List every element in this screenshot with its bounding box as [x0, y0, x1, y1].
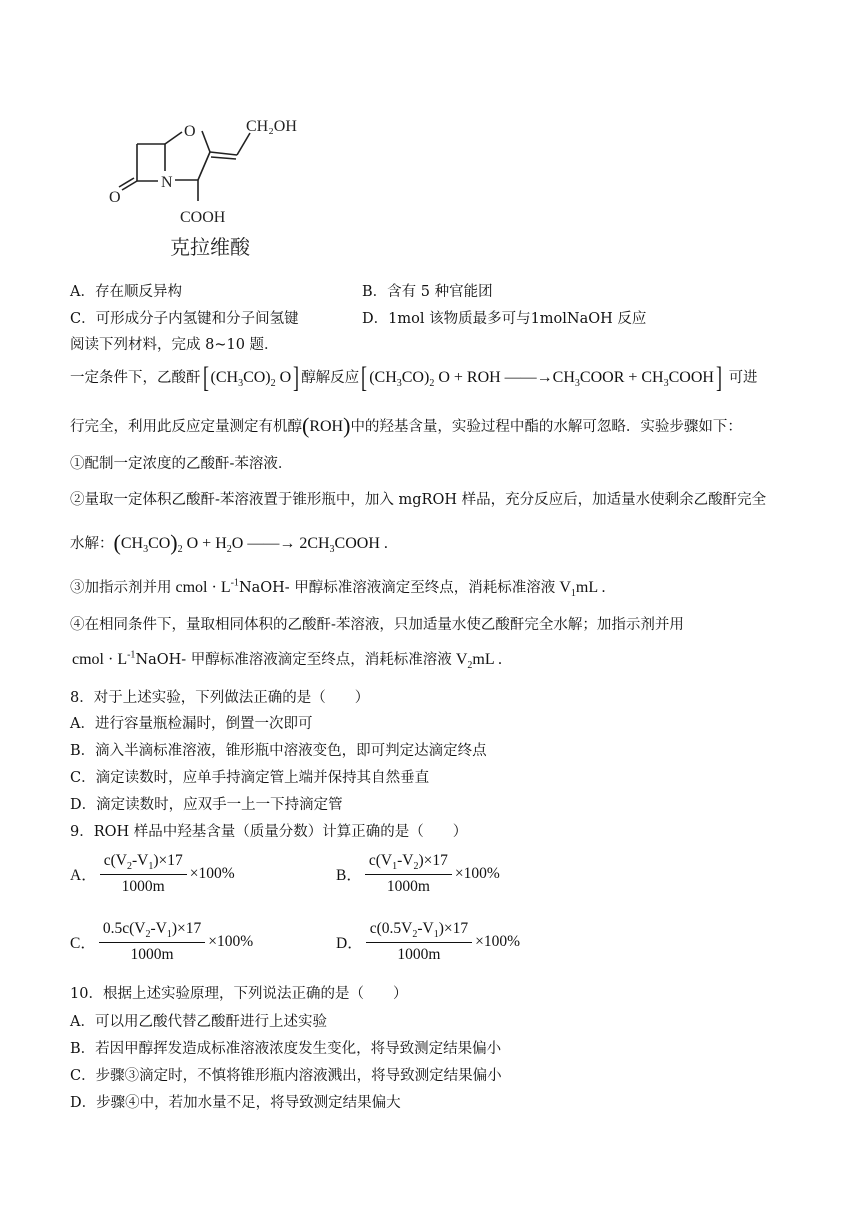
q7-option-b: B．含有 5 种官能团 [362, 284, 493, 300]
q9-option-a: A． $\frac{c(V_2-V_1)\times 17}{1000m}$ ×100% [70, 852, 235, 896]
q8-option-d: D．滴定读数时，应双手一上一下持滴定管 [70, 797, 343, 813]
q10-option-d: D．步骤④中，若加水量不足，将导致测定结果偏大 [70, 1095, 401, 1111]
q9-option-c: C． $\frac{0.5c(V_2-V_1)\times 17}{1000m}$ ×100% [70, 920, 254, 964]
q8-option-c: C．滴定读数时，应单手持滴定管上端并保持其自然垂直 [70, 770, 430, 786]
step-1: ①配制一定浓度的乙酸酐-苯溶液． [70, 456, 293, 472]
q7-option-c: C．可形成分子内氢键和分子间氢键 [70, 311, 299, 327]
material-line-2: 行完全，利用此反应定量测定有机醇(ROH)中的羟基含量，实验过程中酯的水解可忽略．实验步骤如下： [70, 413, 742, 438]
ring-oxygen-label: O [184, 123, 196, 140]
q10-option-a: A．可以用乙酸代替乙酸酐进行上述实验 [70, 1014, 327, 1030]
step-2b: 水解：$(CH_3CO)_2$ $O + H_2O$ ——→ $2CH_3COOH$ . [70, 530, 388, 556]
step-4b: cmol · $L^{-1}NaOH-$ 甲醇标准溶液滴定至终点，消耗标准溶液 $V_2mL$ . [72, 649, 502, 672]
q8-stem: 8．对于上述实验，下列做法正确的是（ ） [70, 690, 370, 706]
step-4a: ④在相同条件下，量取相同体积的乙酸酐-苯溶液，只加适量水使乙酸酐完全水解；加指示剂并用 [70, 617, 684, 633]
q7-option-d: D．1mol 该物质最多可与1molNaOH 反应 [362, 311, 647, 327]
keto-oxygen-label: O [109, 189, 121, 206]
clavulanic-acid-structure [100, 108, 330, 268]
q9-option-b: B． $\frac{c(V_1-V_2)\times 17}{1000m}$ ×100% [336, 852, 500, 896]
q9-stem: 9．ROH 样品中羟基含量（质量分数）计算正确的是（ ） [70, 824, 468, 840]
q10-stem: 10．根据上述实验原理，下列说法正确的是（ ） [70, 986, 408, 1002]
q7-option-a: A．存在顺反异构 [70, 284, 182, 300]
cooh-label: COOH [180, 209, 226, 226]
material-line-1: 一定条件下，乙酸酐[ $(CH_3CO)_2$ O] 醇解反应[ $(CH_3CO)_2$ O + ROH $——\to CH_3COOR$ + $CH_3COOH$] 可进 [70, 361, 758, 394]
step-2a: ②量取一定体积乙酸酐-苯溶液置于锥形瓶中，加入 mgROH 样品，充分反应后，加适量水使剩余乙酸酐完全 [70, 492, 767, 508]
q10-option-c: C．步骤③滴定时，不慎将锥形瓶内溶液溅出，将导致测定结果偏小 [70, 1068, 502, 1084]
step-3: ③加指示剂并用 cmol · $L^{-1}NaOH-$ 甲醇标准溶液滴定至终点，消耗标准溶液 $V_1mL$ . [70, 577, 606, 600]
q10-option-b: B．若因甲醇挥发造成标准溶液浓度发生变化，将导致测定结果偏小 [70, 1041, 502, 1057]
q8-option-b: B．滴入半滴标准溶液，锥形瓶中溶液变色，即可判定达滴定终点 [70, 743, 487, 759]
hydrolysis-equation: $(CH_3CO)_2$ $O + H_2O$ ——→ $2CH_3COOH$ . [113, 530, 388, 556]
q9-option-d: D． $\frac{c(0.5V_2-V_1)\times 17}{1000m}$ ×100% [336, 920, 520, 964]
q8-option-a: A．进行容量瓶检漏时，倒置一次即可 [70, 716, 313, 732]
molecule-name: 克拉维酸 [170, 237, 250, 259]
nitrogen-label: N [161, 174, 173, 191]
ch2oh-label: CH₂OH [246, 118, 297, 135]
acetic-anhydride-formula: [ $(CH_3CO)_2$ O] [202, 361, 300, 394]
reading-intro: 阅读下列材料，完成 8~10 题． [70, 337, 279, 353]
alcoholysis-equation: [ $(CH_3CO)_2$ O + ROH $——\to CH_3COOR$ + $CH_3COOH$] [361, 361, 722, 394]
